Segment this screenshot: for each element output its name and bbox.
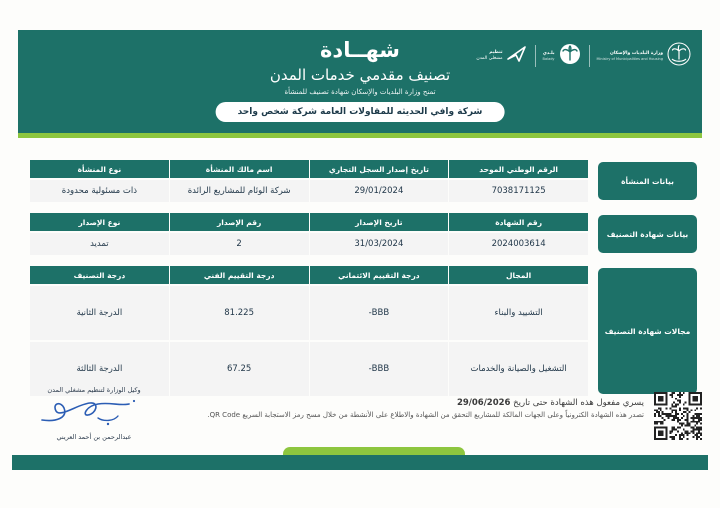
accent-strip xyxy=(18,133,702,138)
ministry-logo-label: وزارة البلديات والإسكان xyxy=(610,51,663,56)
table-cell: الدرجة الثالثة xyxy=(30,342,169,396)
column-header: الرقم الوطني الموحد xyxy=(449,160,588,178)
table-cell: 67.25 xyxy=(170,342,309,396)
column-header: اسم مالك المنشأة xyxy=(170,160,309,178)
table-cell: 29/01/2024 xyxy=(310,180,449,202)
section-entity-data xyxy=(30,160,697,202)
table-cell: الدرجة الثانية xyxy=(30,286,169,340)
issue-note: تصدر هذه الشهادة الكترونياً وعلى الجهات المالكة للمشاريع التحقق من الشهادة والاطلاع على الأنشطة من خلال مسح رمز الاستجابة السريع QR Code. xyxy=(207,411,644,419)
section-certificate-data xyxy=(30,213,697,255)
section-label-entity: بيانات المنشأة xyxy=(598,162,697,200)
tanzim-logo-label: تنظيم xyxy=(489,50,503,56)
table-cell: شركة الوئام للمشاريع الرائدة xyxy=(170,180,309,202)
column-header: درجة التقييم الفني xyxy=(170,266,309,284)
column-header: رقم الشهادة xyxy=(449,213,588,231)
validity-note xyxy=(84,398,644,419)
table-cell: ذات مسئولية محدودة xyxy=(30,180,169,202)
tanzim-logo-sublabel: مشغلي المدن xyxy=(476,56,503,61)
table-cell: 31/03/2024 xyxy=(310,233,449,255)
table-cell: التشغيل والصيانة والخدمات xyxy=(449,342,588,396)
column-header: درجة التقييم الائتماني xyxy=(310,266,449,284)
column-header: رقم الإصدار xyxy=(170,213,309,231)
table-cell: 7038171125 xyxy=(449,180,588,202)
column-header: تاريخ إصدار السجل التجاري xyxy=(310,160,449,178)
certificate-body xyxy=(30,160,697,407)
column-header: تاريخ الإصدار xyxy=(310,213,449,231)
company-name-badge: شركة وافي الحديثه للمقاولات العامة شركة شخص واحد xyxy=(216,102,505,122)
table-cell: تمديد xyxy=(30,233,169,255)
certificate-tagline: تمنح وزارة البلديات والإسكان شهادة تصنيف للمنشأة xyxy=(284,88,436,96)
certificate-subtitle: تصنيف مقدمي خدمات المدن xyxy=(269,66,451,84)
fields-table xyxy=(30,266,588,396)
column-header: المجال xyxy=(449,266,588,284)
column-header: نوع الإصدار xyxy=(30,213,169,231)
certificate-title: شهــادة xyxy=(320,38,400,62)
table-cell: 2 xyxy=(170,233,309,255)
signatory-name: عبدالرحمن بن أحمد العريني xyxy=(56,433,132,441)
section-label-certificate: بيانات شهادة التصنيف xyxy=(598,215,697,253)
table-cell: BBB- xyxy=(310,286,449,340)
table-cell: 2024003614 xyxy=(449,233,588,255)
ministry-logo-label-en: Ministry of Municipalities and Housing xyxy=(596,56,663,61)
table-cell: التشييد والبناء xyxy=(449,286,588,340)
balady-logo-label-en: Balady xyxy=(542,56,555,61)
certificate-table xyxy=(30,213,588,255)
table-cell: 81.225 xyxy=(170,286,309,340)
qr-code-icon xyxy=(654,392,702,440)
header-banner xyxy=(18,30,702,133)
validity-text: يسري مفعول هذه الشهادة حتى تاريخ xyxy=(513,398,644,408)
section-classification-fields xyxy=(30,266,697,396)
column-header: نوع المنشأة xyxy=(30,160,169,178)
table-cell: BBB- xyxy=(310,342,449,396)
signatory-title: وكيل الوزارة لتنظيم مشغلي المدن xyxy=(47,386,141,394)
column-header: درجة التصنيف xyxy=(30,266,169,284)
entity-table xyxy=(30,160,588,202)
section-label-fields: مجالات شهادة التصنيف xyxy=(598,268,697,394)
validity-date: 29/06/2026 xyxy=(456,398,511,408)
balady-logo-label: بلـدي xyxy=(542,51,555,56)
footer-bar xyxy=(12,455,708,470)
